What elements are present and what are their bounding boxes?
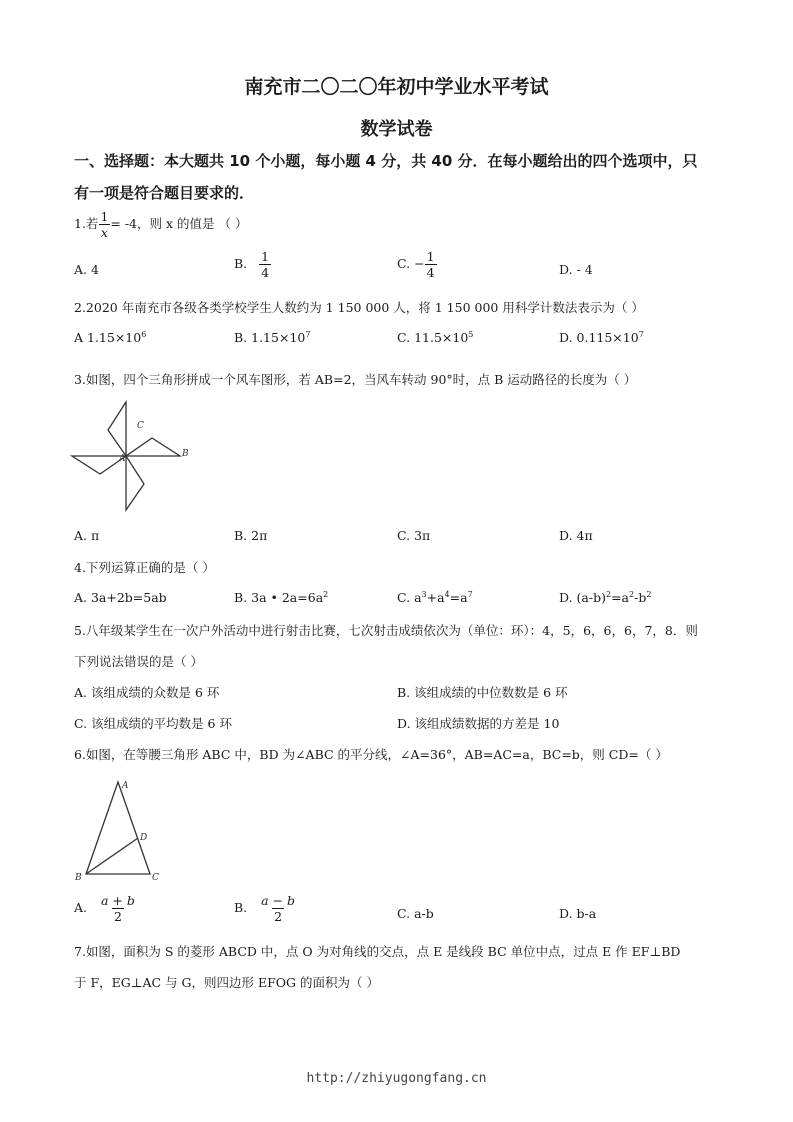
q6-option-d[interactable]: D. b-a: [559, 906, 597, 921]
q4-d-p2: =a: [611, 590, 629, 605]
q6-option-a-frac: [99, 894, 137, 923]
q5-option-c[interactable]: C. 该组成绩的平均数是 6 环: [74, 716, 232, 731]
q1-option-c[interactable]: [397, 250, 437, 279]
question-2: 2.2020 年南充市各级各类学校学生人数约为 1 150 000 人，将 1 150 000 用科学计数法表示为（ ）: [74, 300, 644, 315]
q1-option-c-frac: [425, 250, 437, 279]
windmill-label-b: B: [182, 449, 189, 459]
question-4: 4.下列运算正确的是（ ）: [74, 560, 215, 575]
q4-option-a[interactable]: A. 3a+2b=5ab: [74, 590, 167, 605]
bisector-bd: [86, 838, 138, 874]
q2-c-base: C. 11.5×10: [397, 330, 469, 345]
question-3: 3.如图，四个三角形拼成一个风车图形，若 AB=2，当风车转动 90°时，点 B 运动路径的长度为（ ）: [74, 372, 637, 387]
triangle-label-c: C: [152, 873, 159, 883]
windmill-blade-top: [108, 402, 126, 456]
q4-b-base: B. 3a • 2a=6a: [234, 590, 324, 605]
windmill-figure: [70, 398, 200, 516]
windmill-blade-bottom: [126, 456, 144, 510]
exam-title: 南充市二〇二〇年初中学业水平考试: [244, 76, 549, 98]
question-1: [74, 210, 247, 239]
q1-frac-num: 1: [100, 209, 109, 224]
triangle-label-b: B: [75, 873, 82, 883]
q1-suffix: = -4，则 x 的值是 （ ）: [110, 216, 248, 232]
q6-option-b-frac: [259, 894, 297, 923]
triangle-label-a: A: [122, 781, 129, 791]
q5-option-b[interactable]: B. 该组成绩的中位数数是 6 环: [397, 685, 568, 700]
q6-option-a[interactable]: [74, 894, 137, 923]
q1-option-b[interactable]: [234, 250, 271, 279]
question-5-line1: 5.八年级某学生在一次户外活动中进行射击比赛，七次射击成绩依次为（单位：环）：4，5，6，6，6，7，8．则: [74, 623, 698, 638]
q1-c-num: 1: [426, 249, 435, 264]
q3-option-c[interactable]: C. 3π: [397, 528, 431, 543]
q4-c-p1: C. a: [397, 590, 422, 605]
q2-d-base: D. 0.115×10: [559, 330, 639, 345]
triangle-abc: [86, 782, 150, 874]
q1-c-den: 4: [426, 265, 435, 281]
q2-a-exp: 6: [141, 330, 147, 339]
q4-d-e2: 2: [629, 590, 635, 599]
q6-b-num: a − b: [261, 893, 296, 908]
exam-subtitle: 数学试卷: [360, 119, 433, 140]
q3-option-d[interactable]: D. 4π: [559, 528, 593, 543]
q4-c-p3: =a: [449, 590, 468, 605]
q5-option-a[interactable]: A. 该组成绩的众数是 6 环: [74, 685, 220, 700]
q4-d-e3: 2: [646, 590, 652, 599]
q4-option-b[interactable]: [234, 590, 328, 605]
q1-fraction: [98, 210, 110, 239]
q4-d-p1: D. (a-b): [559, 590, 606, 605]
q4-d-p3: -b: [634, 590, 647, 605]
q6-option-a-label: A.: [74, 900, 88, 916]
q4-c-e2: 4: [444, 590, 450, 599]
windmill-label-a: A: [119, 454, 126, 464]
q6-b-den: 2: [274, 909, 283, 925]
q1-frac-den: x: [100, 225, 108, 241]
q6-option-c[interactable]: C. a-b: [397, 906, 434, 921]
q6-option-b-label: B.: [234, 900, 248, 916]
q1-option-a[interactable]: A. 4: [74, 262, 99, 277]
section-heading-line1: 一、选择题：本大题共 10 个小题，每小题 4 分，共 40 分．在每小题给出的四个选项中，只: [74, 152, 698, 170]
q1-option-c-sign: −: [414, 256, 425, 272]
q4-option-c[interactable]: [397, 590, 473, 605]
q2-option-c[interactable]: [397, 330, 473, 345]
q1-option-b-frac: [259, 250, 271, 279]
question-7-line2: 于 F，EG⊥AC 与 G，则四边形 EFOG 的面积为（ ）: [74, 975, 379, 990]
question-7-line1: 7.如图，面积为 S 的菱形 ABCD 中，点 O 为对角线的交点，点 E 是线段 BC 单位中点，过点 E 作 EF⊥BD: [74, 944, 681, 959]
q6-a-num: a + b: [101, 893, 135, 908]
footer-url[interactable]: http://zhiyugongfang.cn: [306, 1071, 487, 1086]
q6-option-b[interactable]: [234, 894, 297, 923]
q3-option-b[interactable]: B. 2π: [234, 528, 268, 543]
q2-b-base: B. 1.15×10: [234, 330, 306, 345]
q2-option-b[interactable]: [234, 330, 310, 345]
q3-option-a[interactable]: A. π: [74, 528, 100, 543]
q1-option-b-label: B.: [234, 256, 248, 272]
q2-c-exp: 5: [468, 330, 474, 339]
q4-b-exp: 2: [323, 590, 329, 599]
q1-b-den: 4: [261, 265, 270, 281]
q4-c-p2: +a: [426, 590, 445, 605]
windmill-blade-right: [126, 438, 180, 456]
q1-option-d[interactable]: D. - 4: [559, 262, 593, 277]
triangle-label-d: D: [140, 833, 148, 843]
q4-option-d[interactable]: [559, 590, 651, 605]
q1-b-num: 1: [261, 249, 270, 264]
isosceles-triangle-figure: [72, 776, 162, 886]
q2-a-base: A 1.15×10: [74, 330, 142, 345]
q6-a-den: 2: [113, 909, 122, 925]
q1-option-c-label: C.: [397, 256, 411, 272]
q2-option-a[interactable]: [74, 330, 146, 345]
windmill-label-c: C: [137, 421, 144, 431]
question-6: 6.如图，在等腰三角形 ABC 中，BD 为∠ABC 的平分线，∠A=36°，AB=AC=a，BC=b，则 CD=（ ）: [74, 747, 668, 762]
q4-c-e1: 3: [421, 590, 427, 599]
q1-prefix: 1.若: [74, 216, 99, 232]
q4-c-e3: 7: [467, 590, 473, 599]
q2-b-exp: 7: [305, 330, 311, 339]
q5-option-d[interactable]: D. 该组成绩数据的方差是 10: [397, 716, 560, 731]
question-5-line2: 下列说法错误的是（ ）: [74, 654, 203, 669]
q2-d-exp: 7: [638, 330, 644, 339]
q4-d-e1: 2: [605, 590, 612, 599]
windmill-blade-left: [72, 456, 126, 474]
q2-option-d[interactable]: [559, 330, 644, 345]
section-heading-line2: 有一项是符合题目要求的．: [74, 184, 255, 202]
